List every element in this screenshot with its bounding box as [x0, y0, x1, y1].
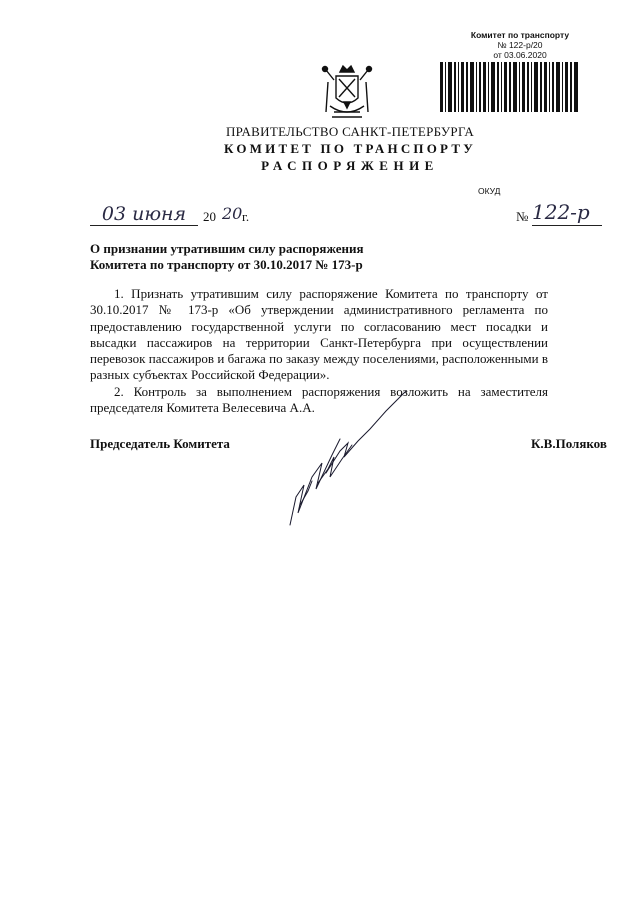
- registration-stamp: [455, 30, 585, 60]
- signatory-name: К.В.Поляков: [531, 436, 607, 451]
- paragraph-2: 2. Контроль за выполнением распоряжения возложить на заместителя председателя Комитета Велесевича А.А.: [90, 383, 548, 416]
- handwritten-date: 03 июня: [90, 203, 198, 226]
- document-subject: [90, 241, 364, 273]
- number-sign: №: [516, 209, 529, 224]
- handwritten-year: 20: [222, 204, 243, 223]
- barcode-icon: [440, 62, 580, 112]
- okud-label: ОКУД: [478, 186, 501, 196]
- coat-of-arms-icon: [316, 62, 378, 124]
- handwritten-number: 122-р: [532, 200, 602, 226]
- year-prefix: 20: [203, 209, 216, 224]
- government-title: ПРАВИТЕЛЬСТВО САНКТ-ПЕТЕРБУРГА: [225, 124, 475, 139]
- subject-line-1: О признании утратившим силу распоряжения: [90, 241, 364, 256]
- stamp-date: от 03.06.2020: [493, 50, 547, 60]
- handwritten-signature-icon: [282, 385, 422, 535]
- stamp-organization: Комитет по транспорту: [470, 30, 570, 40]
- document-type: РАСПОРЯЖЕНИЕ: [261, 158, 439, 173]
- stamp-number: № 122-р/20: [497, 40, 543, 50]
- year-suffix: г.: [242, 209, 250, 224]
- signatory-title: Председатель Комитета: [90, 436, 230, 451]
- committee-title: КОМИТЕТ ПО ТРАНСПОРТУ: [224, 141, 476, 156]
- subject-line-2: Комитета по транспорту от 30.10.2017 № 173-р: [90, 257, 363, 272]
- paragraph-1: 1. Признать утратившим силу распоряжение Комитета по транспорту от 30.10.2017 № 173-р «Об утверждении административного регламента по предоставлению государственной услуги по согласованию мест посадки и высадки пассажиров на территории Санкт-Петербурга при осуществлении перевозок пассажиров и багажа по заказу между поселениями, расположенными в разных субъектах Российской Федерации».: [90, 286, 548, 383]
